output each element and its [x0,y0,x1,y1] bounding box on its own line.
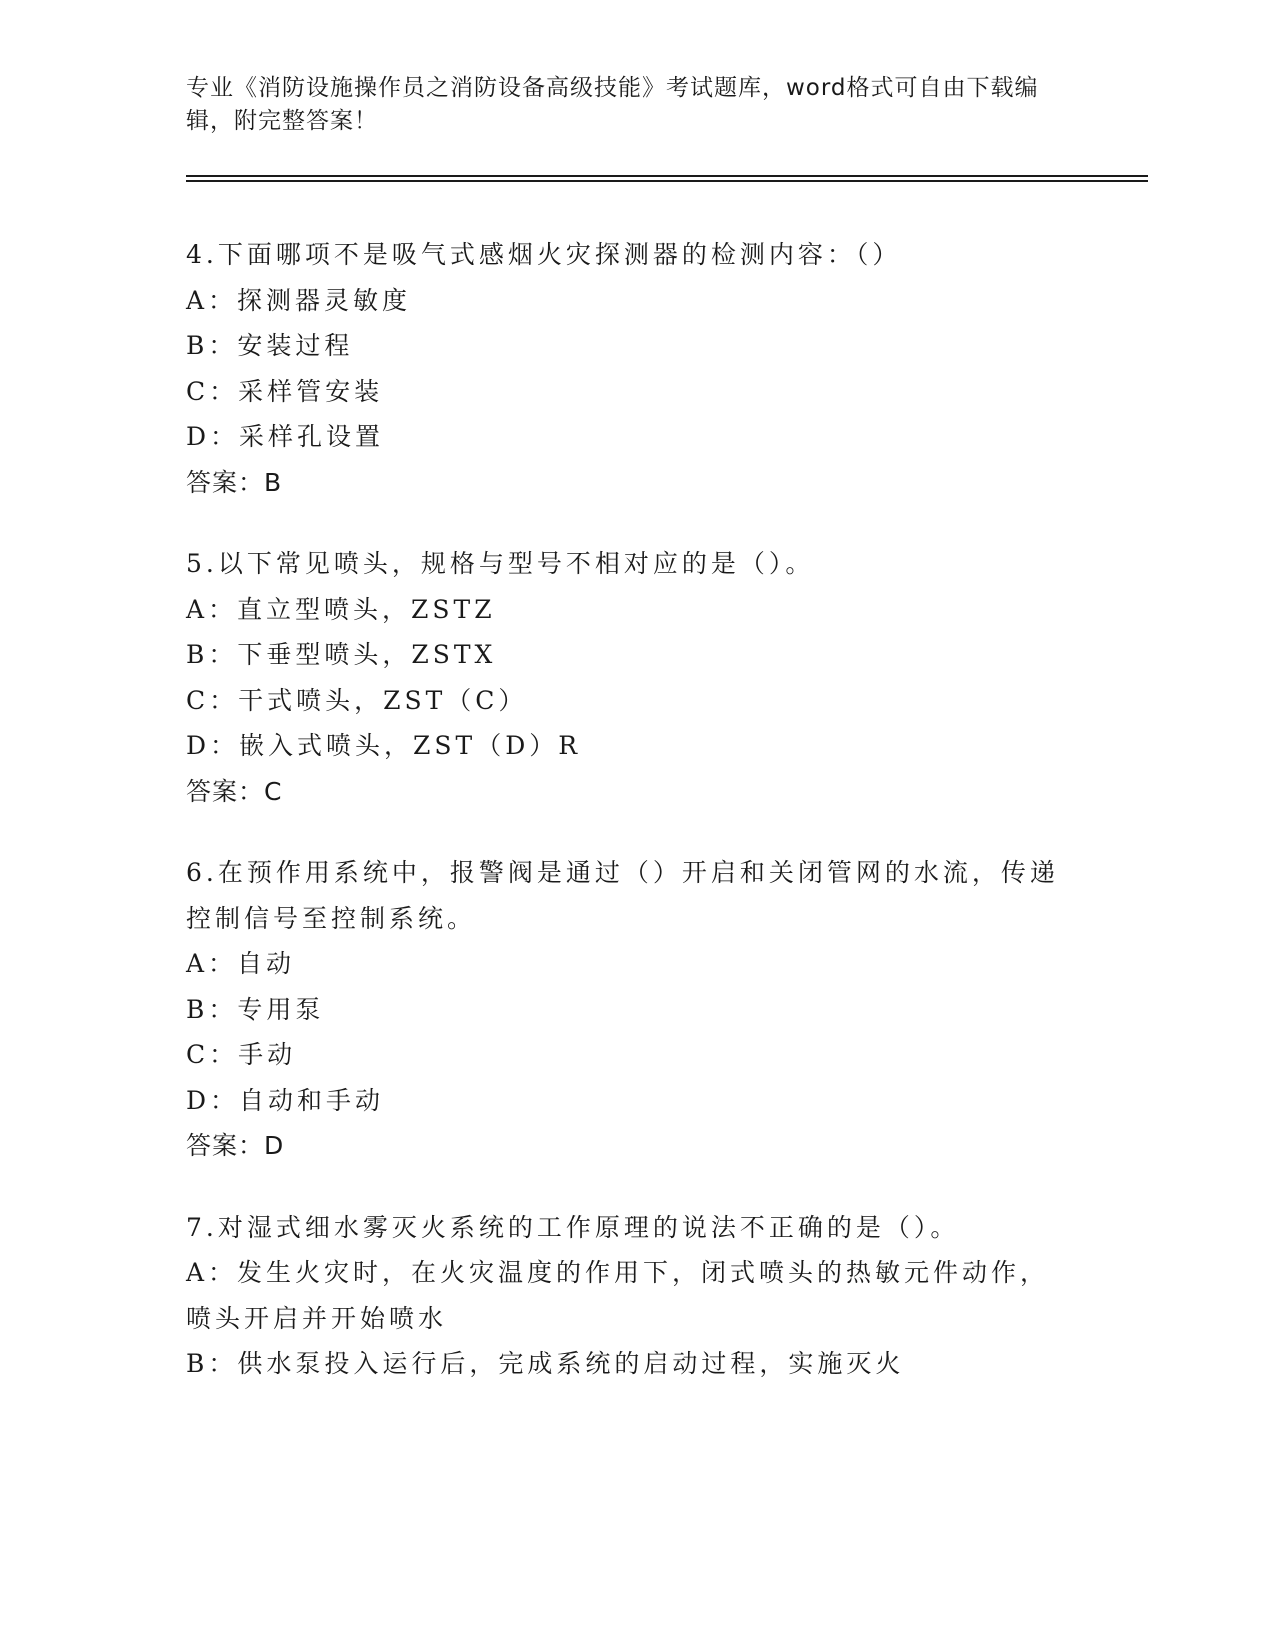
header-divider-top [186,175,1148,177]
answer-line: 答案：D [186,1131,285,1160]
option-c: C：采样管安装 [186,376,384,406]
option-a: A：自动 [186,949,296,978]
option-d: D：自动和手动 [186,1085,385,1115]
question-item [186,232,1066,505]
option-a: A：直立型喷头，ZSTZ [186,594,496,624]
document-header: 专业《消防设施操作员之消防设备高级技能》考试题库，word格式可自由下载编辑，附完整答案！ [186,75,1039,134]
question-stem: 7.对湿式细水雾灭火系统的工作原理的说法不正确的是（）。 [186,1212,960,1242]
option-b: B：安装过程 [186,331,354,360]
option-b: B：下垂型喷头，ZSTX [186,640,497,669]
question-item [186,850,1066,1169]
question-stem: 4.下面哪项不是吸气式感烟火灾探测器的检测内容：（） [186,240,902,269]
answer-line: 答案：B [186,467,283,497]
option-c: C：干式喷头，ZST（C） [186,685,528,715]
option-a: A：发生火灾时，在火灾温度的作用下，闭式喷头的热敏元件动作，喷头开启并开始喷水 [186,1258,1050,1333]
option-c: C：手动 [186,1040,297,1069]
header-divider-bottom [186,180,1148,182]
option-b: B：专用泵 [186,994,325,1024]
question-stem: 5.以下常见喷头，规格与型号不相对应的是（）。 [186,549,815,578]
question-item [186,1205,1066,1387]
question-item [186,541,1066,814]
question-stem: 6.在预作用系统中，报警阀是通过（）开启和关闭管网的水流，传递控制信号至控制系统。 [186,858,1059,933]
option-b: B：供水泵投入运行后，完成系统的启动过程，实施灭火 [186,1349,905,1378]
answer-line: 答案：C [186,776,283,806]
option-d: D：嵌入式喷头，ZST（D）R [186,731,582,760]
option-a: A：探测器灵敏度 [186,285,412,315]
option-d: D：采样孔设置 [186,422,385,451]
question-list [186,232,1066,1423]
